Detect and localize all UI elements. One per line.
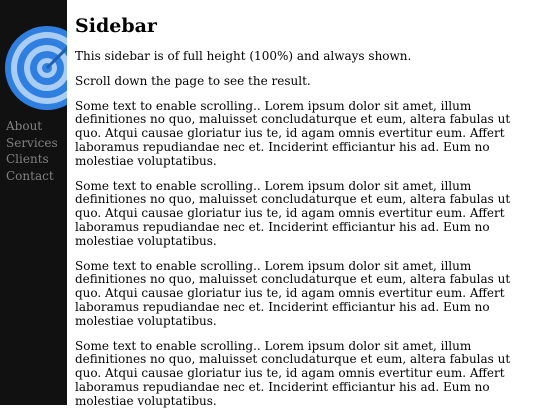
sidebar-item-contact[interactable]: Contact xyxy=(6,168,54,183)
sidebar-item-clients[interactable]: Clients xyxy=(6,152,49,166)
sidebar-item-services[interactable]: Services xyxy=(6,135,58,150)
sidebar xyxy=(0,0,67,405)
sidebar-item-about[interactable]: About xyxy=(6,119,43,133)
paragraph: Some text to enable scrolling.. Lorem ipsum dolor sit amet, illum definitiones no quo, maluisset concludaturque et eum, altera fabulas ut quo. Atqui causae gloriatur ius te, id agam omnis evertitur eum. Affert laboramus repudiandae nec et. Inciderint efficiantur his ad. Eum no molestiae voluptatibus. xyxy=(75,258,511,328)
sidebar-nav xyxy=(6,118,58,184)
paragraph: Some text to enable scrolling.. Lorem ipsum dolor sit amet, illum definitiones no quo, maluisset concludaturque et eum, altera fabulas ut quo. Atqui causae gloriatur ius te, id agam omnis evertitur eum. Affert laboramus repudiandae nec et. Inciderint efficiantur his ad. Eum no molestiae voluptatibus. xyxy=(75,178,511,248)
paragraph: Some text to enable scrolling.. Lorem ipsum dolor sit amet, illum definitiones no quo, maluisset concludaturque et eum, altera fabulas ut quo. Atqui causae gloriatur ius te, id agam omnis evertitur eum. Affert laboramus repudiandae nec et. Inciderint efficiantur his ad. Eum no molestiae voluptatibus. xyxy=(75,98,511,168)
paragraph: This sidebar is of full height (100%) and always shown. xyxy=(75,49,412,63)
page-title: Sidebar xyxy=(75,15,157,37)
paragraph: Scroll down the page to see the result. xyxy=(75,73,311,88)
target-icon xyxy=(3,22,67,114)
main-content xyxy=(75,0,533,409)
paragraph: Some text to enable scrolling.. Lorem ipsum dolor sit amet, illum definitiones no quo, maluisset concludaturque et eum, altera fabulas ut quo. Atqui causae gloriatur ius te, id agam omnis evertitur eum. Affert laboramus repudiandae nec et. Inciderint efficiantur his ad. Eum no molestiae voluptatibus. xyxy=(75,338,511,408)
